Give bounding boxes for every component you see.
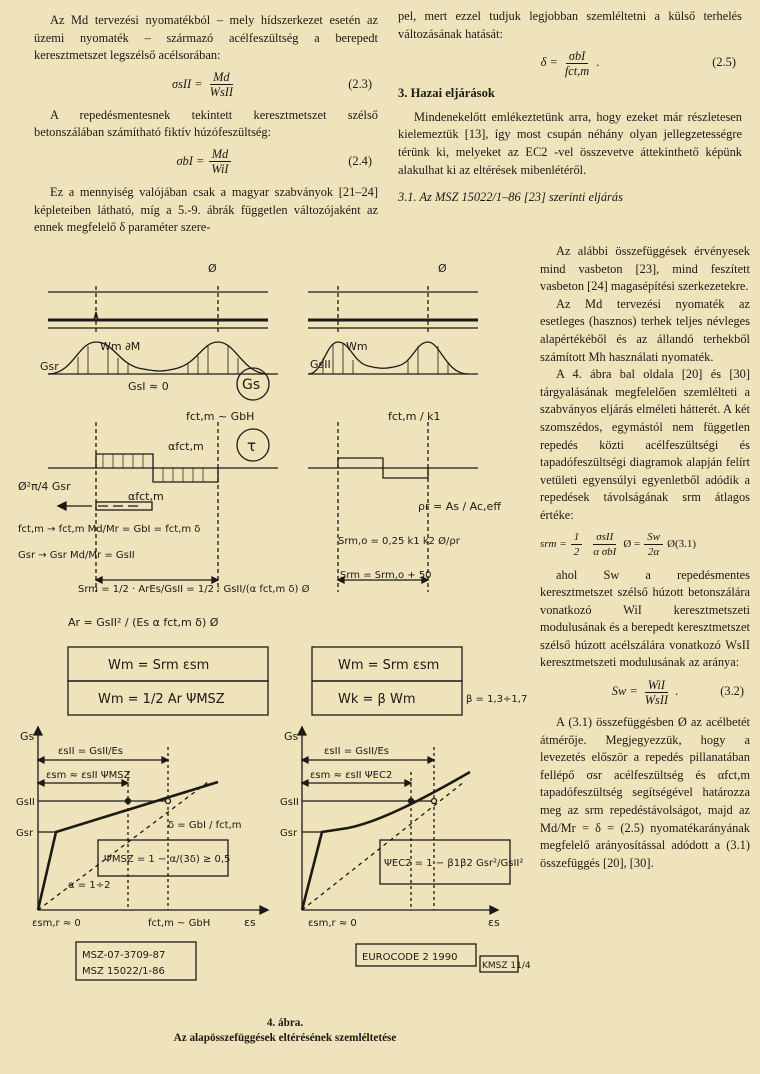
right-esm: εsm ≈ εsII ΨEC2 — [310, 770, 393, 781]
row2-label: Gsr → Gsr Md/Mr = GsII — [18, 550, 135, 561]
rho-formula: ρr = As / Ac,eff — [418, 500, 501, 513]
left-gsii-tick: GsII — [16, 797, 35, 808]
eq31-number: (3.1) — [675, 537, 697, 550]
left-dia: Ø — [208, 262, 217, 275]
eq32-den: WsII — [644, 692, 669, 707]
left-gsr-tick: Gsr — [16, 828, 34, 839]
alpha-range: α = 1÷2 — [68, 880, 111, 891]
eq31-num2: Sw — [644, 530, 663, 545]
std-left-1: MSZ-07-3709-87 — [82, 950, 166, 961]
eq23-den: WsII — [209, 85, 234, 100]
eq24-den: WiI — [211, 162, 229, 177]
paragraph-section: Mindenekelőtt emlékeztetünk arra, hogy ezeket már részletesen kielemeztük [13], így most csupán néhány olyan jellegzetességre térünk ki, melyeket az EC2 -vel összevetve áttekinthető képünk alakulhat ki az eltérések mibenlétéről. — [398, 109, 742, 177]
box-left-1-text: Wm = Srm εsm — [108, 658, 210, 673]
paragraph-d: ahol Sw a repedésmentes keresztmetszet szélső húzott betonszálára vonatkozó WiI keresztmetszeti modulusának és a berepedt keresztmetszet szélső húzott acélszálára vonatkozó WsII keresztmetszeti modulusának az aránya: — [540, 567, 750, 670]
srm-right-label: Srm = Srm,o + 50 — [340, 570, 432, 581]
right-esm0: εsm,r ≈ 0 — [308, 918, 357, 929]
left-axis-es: εs — [244, 916, 256, 929]
alpha-fct-top: αfct,m — [168, 440, 204, 453]
psi-ec2: ΨEC2 = 1 − β1β2 Gsr²/GsII² — [384, 858, 524, 869]
eq23-lhs: σsII = — [171, 76, 203, 91]
equation-2-5 — [398, 49, 742, 77]
bond-bar — [58, 502, 152, 510]
fct-label: fct,m ~ GbH — [186, 410, 255, 423]
left-column — [34, 12, 378, 237]
fct-k1-label: fct,m / k1 — [388, 410, 441, 423]
pi-label: Ø²π/4 Gsr — [18, 480, 71, 493]
equation-3-2 — [540, 678, 750, 706]
paragraph-2: A repedésmentesnek tekintett keresztmetszet szélső betonszálában számítható fiktív húzófeszültség: — [34, 107, 378, 140]
paragraph-a: Az alábbi összefüggések érvényesek mind vasbeton [23], mind feszített vasbeton [24] magasépítési szerkezetekre. — [540, 244, 750, 294]
eq32-num: WiI — [645, 678, 668, 693]
eq31-num: σsII — [593, 530, 616, 545]
eq25-den: fct,m — [564, 63, 590, 78]
equation-2-3 — [34, 71, 378, 99]
eq25-tail: . — [596, 55, 600, 70]
paragraph-continued: pel, mert ezzel tudjuk legjobban szemléltetni a külső terhelés változásának hatását: — [398, 9, 742, 41]
box-left-2-text: Wm = 1/2 Ar ΨMSZ — [98, 692, 225, 707]
eq23-num: Md — [210, 70, 233, 85]
left-axis-gs: Gs — [20, 730, 35, 743]
paragraph-3: Ez a mennyiség valójában csak a magyar szabványok [21–24] képleteiben látható, míg a 5.-9. ábrák független változójaként az ennek megfelelő δ paraméter szere- — [34, 184, 378, 235]
ar-formula: Ar = GsII² / (Es α fct,m δ) Ø — [68, 616, 219, 629]
eq32-number: (3.2) — [720, 684, 744, 699]
eq24-num: Md — [209, 147, 232, 162]
eq23-number: (2.3) — [348, 76, 372, 91]
eq32-lhs: Sw = — [611, 684, 638, 699]
equation-3-1 — [540, 531, 750, 559]
paragraph-b: Az Md tervezési nyomaték az esetleges (hasznos) terhek teljes névleges alapértékéből és az állandó terhekből számított Mh használati nyomaték. — [540, 296, 750, 364]
right-gsii-label: GsII — [310, 358, 331, 371]
eq32-tail: . — [675, 684, 679, 699]
right-gsii-tick: GsII — [280, 797, 299, 808]
row1-label: fct,m → fct,m Md/Mr = GbI = fct,m δ — [18, 524, 201, 535]
left-gsr-label: Gsr — [40, 360, 59, 373]
kmsz-label: KMSZ 11/4 — [482, 961, 531, 971]
right-axis-es: εs — [488, 916, 500, 929]
left-gs0-label: GsI ≈ 0 — [128, 380, 169, 393]
eq31-den2: 2α — [648, 546, 660, 558]
box-right-2-text: Wk = β Wm — [338, 692, 416, 707]
figure-4 — [16, 262, 531, 1002]
eq31-lhs: srm = — [540, 537, 567, 550]
left-esm0: εsm,r ≈ 0 — [32, 918, 81, 929]
right-beam — [308, 286, 478, 334]
paragraph-e: A (3.1) összefüggésben Ø az acélbetét átmérője. Megjegyezzük, hogy a levezetés először a repedés pillanatában fellépő σsr acélfeszültség és αfct,m tapadófeszültség segítségével határozza meg az srm repedéstávolságot, majd az Md/Mr = δ = (2.5) nyomatékarányának megfelelő arányosítással adódott a (3.1) összefüggés [20], [30]. — [540, 715, 750, 870]
right-stress-diagram — [308, 342, 478, 374]
right-gsr-tick: Gsr — [280, 828, 298, 839]
right-column-narrow — [540, 243, 750, 872]
left-wm-label: Wm ∂M — [100, 340, 141, 353]
left-esii: εsII = GsII/Es — [58, 746, 124, 757]
eq31-mid: Ø = — [623, 537, 641, 550]
left-bond-diagram — [48, 422, 278, 592]
beta-label: β = 1,3÷1,7 — [466, 694, 528, 705]
delta-def: δ = GbI / fct,m — [168, 820, 242, 831]
paragraph-c: A 4. ábra bal oldala [20] és [30] tárgyalásának megfelelően szemlélteti a szabványos eljárás elméleti hátterét. A két szomszédos, egymástól nem független repedés közti acélfeszültségi és tapadófeszültségi diagramok alapján felírt vetületi egyensúlyi egyenletből adódik a repedések távolságának srm átlagos értéke: — [540, 367, 750, 522]
eq31-half-den: 2 — [573, 546, 580, 558]
eq31-tail: Ø — [667, 537, 676, 550]
right-axis-gs: Gs — [284, 730, 299, 743]
paragraph-1: Az Md tervezési nyomatékból – mely hídszerkezet esetén az üzemi nyomaték – származó acélfeszültség a berepedt keresztmetszet legszélső acélsorában: — [34, 13, 378, 63]
eq25-number: (2.5) — [712, 55, 736, 70]
caption-line-1: 4. ábra. — [266, 1017, 304, 1029]
eq25-num: σbI — [566, 49, 588, 64]
left-fct-axis: fct,m ~ GbH — [148, 918, 211, 929]
left-stress-diagram — [48, 342, 278, 374]
equation-2-4 — [34, 148, 378, 176]
box-right-1-text: Wm = Srm εsm — [338, 658, 440, 673]
right-esii: εsII = GsII/Es — [324, 746, 390, 757]
caption-line-2: Az alapösszefüggések eltérésének szemléltetése — [173, 1032, 397, 1044]
figure-4-drawing — [16, 262, 531, 1002]
std-left-2: MSZ 15022/1-86 — [82, 966, 165, 977]
section-heading: 3. Hazai eljárások — [398, 86, 495, 101]
srm0-formula: Srm,o = 0,25 k1 k2 Ø/ρr — [338, 536, 460, 547]
alpha-fct-bar: αfct,m — [128, 490, 164, 503]
right-graph — [298, 727, 518, 972]
left-beam — [48, 286, 268, 334]
right-wm-label: Wm — [346, 340, 368, 353]
figure-caption — [120, 1016, 450, 1046]
right-dia: Ø — [438, 262, 447, 275]
eq31-half: 1 — [571, 530, 583, 545]
eq25-lhs: δ = — [540, 55, 558, 70]
srm-left-label: Srm = 1/2 · ArEs/GsII = 1/2 · GsII/(α fct,m δ) Ø — [78, 584, 310, 595]
eq24-lhs: σbI = — [176, 154, 205, 169]
eq31-den: α σbI — [593, 546, 617, 558]
sigma-symbol: Gs — [242, 377, 261, 393]
subsection-heading: 3.1. Az MSZ 15022/1–86 [23] szerinti eljárás — [398, 190, 623, 205]
right-column-top — [398, 8, 742, 215]
eq24-number: (2.4) — [348, 154, 372, 169]
left-esm: εsm ≈ εsII ΨMSZ — [46, 770, 131, 781]
std-right: EUROCODE 2 1990 — [362, 952, 458, 963]
tau-symbol: τ — [247, 437, 257, 455]
psi-msz: ΨMSZ = 1 − α/(3δ) ≥ 0,5 — [104, 854, 231, 865]
